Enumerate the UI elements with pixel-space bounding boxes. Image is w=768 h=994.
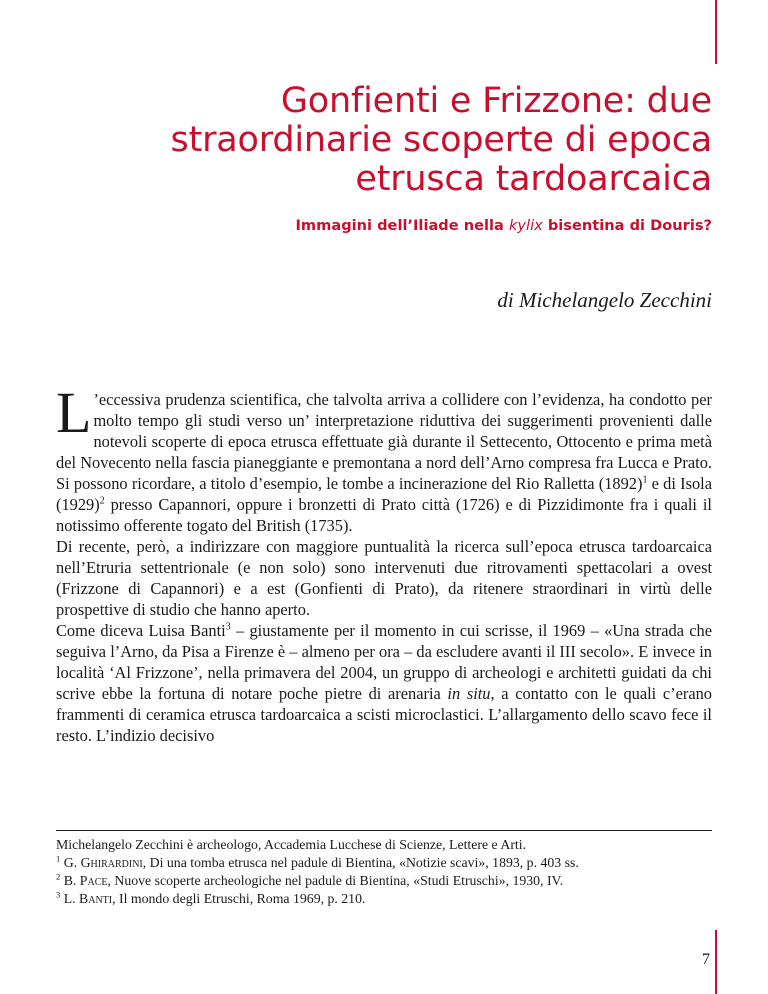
footnote-intro: Michelangelo Zecchini è archeologo, Accademia Lucchese di Scienze, Lettere e Arti. [56,837,527,852]
footnote-number: 2 [56,871,61,882]
footnote-1 [56,854,712,872]
paragraph-1 [56,380,712,536]
footnote-number: 1 [56,853,61,864]
article-subtitle [100,216,712,236]
footnote-text: , Nuove scoperte archeologiche nel padule di Bientina, «Studi Etruschi», 1930, IV. [107,873,564,888]
page-number: 7 [702,951,710,968]
paragraph-3-text-3: , a contatto con le quali c’erano frammenti di ceramica etrusca tardoarcaica a scisti microclastici. L’allargamento dello scavo fece il resto. L’indizio decisivo [56,684,712,745]
subtitle-italic-word: kylix [508,217,543,234]
subtitle-text-before: Immagini dell’Iliade nella [295,217,509,234]
footnote-separator [56,830,712,831]
paragraph-2: Di recente, però, a indirizzare con maggiore puntualità la ricerca sull’epoca etrusca tardoarcaica nell’Etruria settentrionale (e non solo) sono intervenuti due ritrovamenti spettacolari a ovest (Frizzone di Capannori) e a est (Gonfienti di Prato), da ritenere straordinari in virtù delle prospettive di studio che hanno aperto. [56,537,712,619]
footnote-ref-3[interactable]: 3 [225,621,231,633]
footnote-number: 3 [56,889,61,900]
footnote-text: , Di una tomba etrusca nel padule di Bientina, «Notizie scavi», 1893, p. 403 ss. [142,855,579,870]
top-margin-rule [715,0,717,64]
article-title: Gonfienti e Frizzone: due straordinarie scoperte di epoca etrusca tardoarcaica [170,81,712,199]
bottom-margin-rule [715,930,717,994]
author-byline: di Michelangelo Zecchini [497,288,712,312]
paragraph-3 [56,620,712,746]
paragraph-3-italic: in situ [447,684,491,703]
paragraph-3-text: Come diceva Luisa Banti [56,621,226,640]
paragraph-3-text-2: – giustamente per il momento in cui scrisse, il 1969 – «Una strada che seguiva l’Arno, da Pisa a Firenze è – almeno per ora – da escludere avanti il III secolo». E invece in località ‘Al Frizzone’, nella primavera del 2004, un gruppo di archeologi e architetti guidati da chi scrive ebbe la fortuna di notare poche pietre di arenaria [56,621,713,703]
article-body [56,380,713,746]
footnote-text: , Il mondo degli Etruschi, Roma 1969, p. 210. [112,891,366,906]
paragraph-1-text-2: e di Isola (1929) [56,474,712,514]
footnote-2 [56,872,712,890]
footnote-3 [56,890,712,908]
drop-cap: L [56,380,92,445]
paragraph-1-text: ’eccessiva prudenza scientifica, che talvolta arriva a collidere con l’evidenza, ha condotto per molto tempo gli studi verso un’ interpretazione riduttiva dei suggerimenti provenienti dalle notevoli scoperte di epoca etrusca effettuate già durante il Settecento, Ottocento e prima metà del Novecento nella fascia pianeggiante e premontana a nord dell’Arno compresa fra Lucca e Prato. Si possono ricordare, a titolo d’esempio, le tombe a incinerazione del Rio Ralletta (1892) [56,390,712,493]
footnote-author: B. Pace [63,873,108,888]
footnote-ref-1[interactable]: 1 [642,474,648,486]
paragraph-1-text-3: presso Capannori, oppure i bronzetti di Prato città (1726) e di Pizzidimonte fra i quali il notissimo offerente togato del British (1735). [56,495,712,535]
footnote-author: G. Ghirardini [63,855,143,870]
footnotes [56,836,712,908]
footnote-author: L. Banti [63,891,113,906]
subtitle-text-after: bisentina di Douris? [542,217,712,234]
footnote-ref-2[interactable]: 2 [99,495,105,507]
